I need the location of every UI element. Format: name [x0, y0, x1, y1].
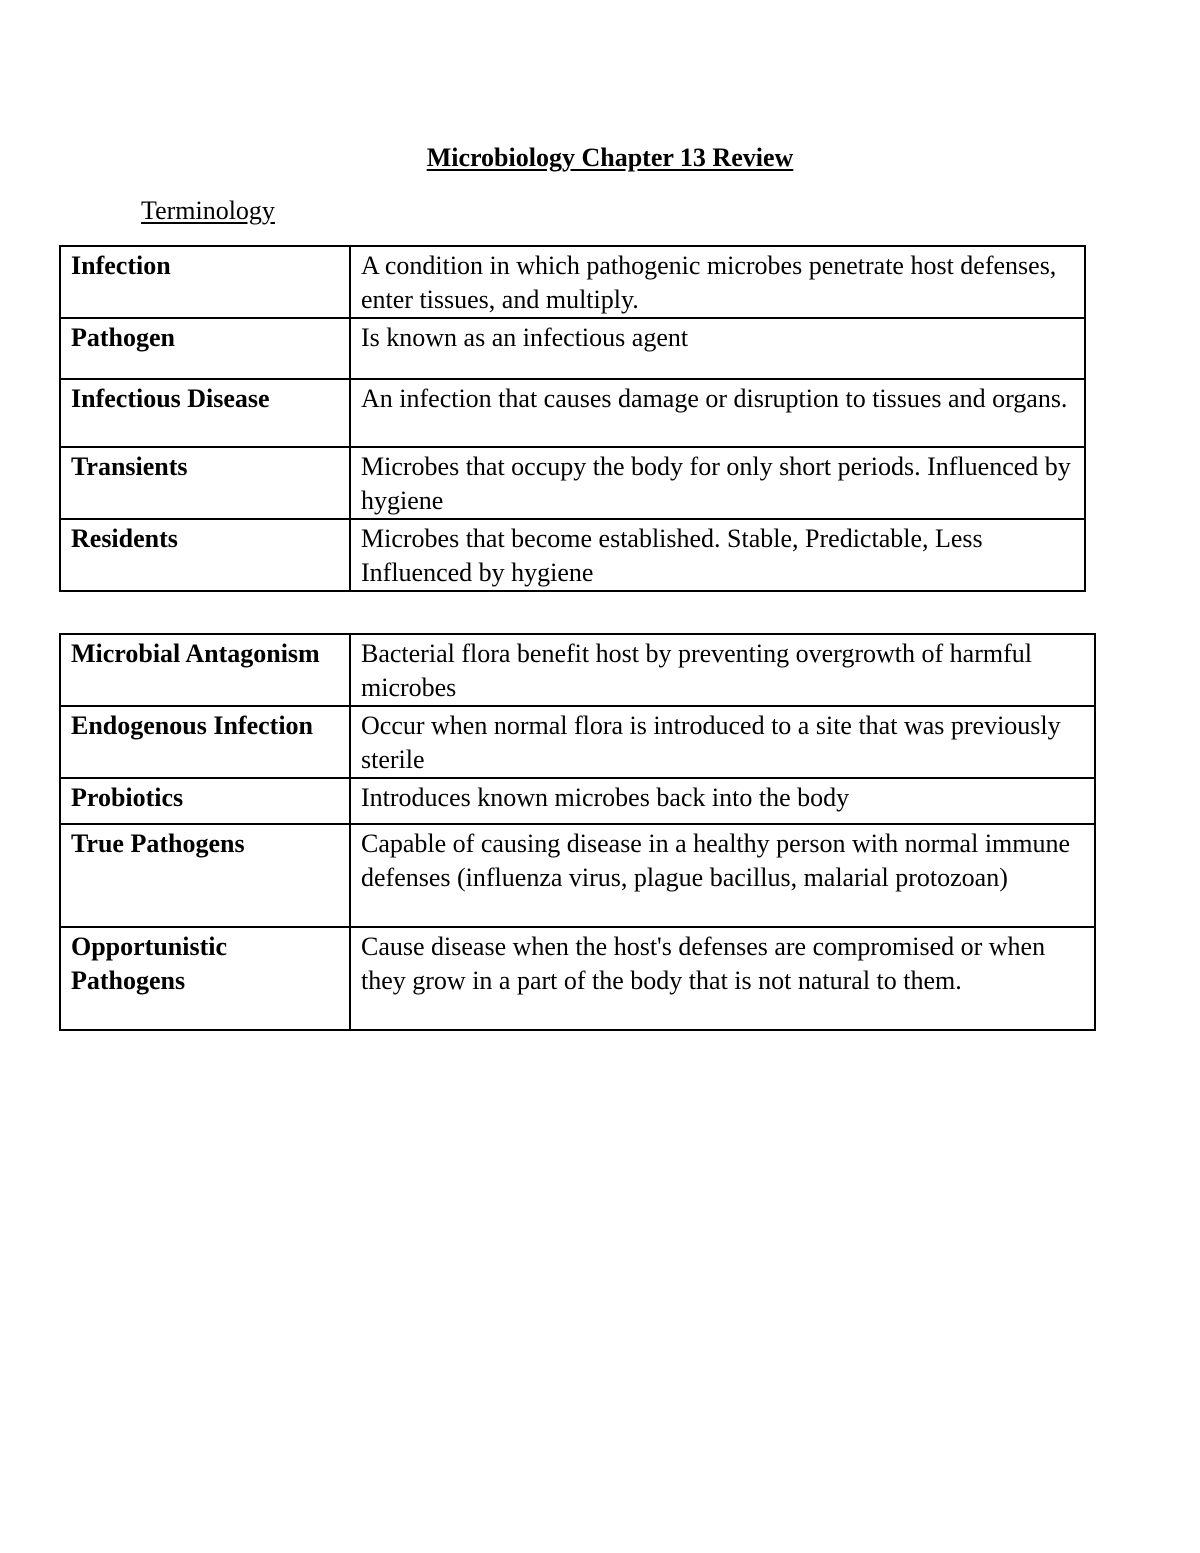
term-cell: Endogenous Infection: [60, 706, 350, 778]
table-row: [60, 379, 1085, 447]
definition-cell: Microbes that become established. Stable, Predictable, Less Influenced by hygiene: [350, 519, 1085, 591]
definition-cell: Cause disease when the host's defenses are compromised or when they grow in a part of the body that is not natural to them.: [350, 927, 1095, 1030]
definition-cell: Bacterial flora benefit host by preventing overgrowth of harmful microbes: [350, 634, 1095, 706]
definition-cell: Occur when normal flora is introduced to a site that was previously sterile: [350, 706, 1095, 778]
definition-cell: Is known as an infectious agent: [350, 318, 1085, 379]
definition-cell: Microbes that occupy the body for only short periods. Influenced by hygiene: [350, 447, 1085, 519]
table-row: [60, 246, 1085, 318]
definition-cell: Capable of causing disease in a healthy person with normal immune defenses (influenza virus, plague bacillus, malarial protozoan): [350, 824, 1095, 927]
term-cell: Opportunistic Pathogens: [60, 927, 350, 1030]
term-cell: Probiotics: [60, 778, 350, 824]
term-cell: Infection: [60, 246, 350, 318]
definition-cell: An infection that causes damage or disruption to tissues and organs.: [350, 379, 1085, 447]
table-row: [60, 778, 1095, 824]
table-row: [60, 519, 1085, 591]
definition-cell: A condition in which pathogenic microbes penetrate host defenses, enter tissues, and multiply.: [350, 246, 1085, 318]
term-cell: Pathogen: [60, 318, 350, 379]
term-cell: Transients: [60, 447, 350, 519]
term-cell: True Pathogens: [60, 824, 350, 927]
terminology-table-1: [59, 245, 1086, 592]
table-row: [60, 927, 1095, 1030]
term-cell: Residents: [60, 519, 350, 591]
table-row: [60, 706, 1095, 778]
term-cell: Infectious Disease: [60, 379, 350, 447]
definition-cell: Introduces known microbes back into the body: [350, 778, 1095, 824]
table-row: [60, 318, 1085, 379]
term-cell: Microbial Antagonism: [60, 634, 350, 706]
section-heading: Terminology: [141, 196, 275, 225]
table-row: [60, 634, 1095, 706]
terminology-table-2: [59, 633, 1096, 1031]
table-row: [60, 447, 1085, 519]
table-row: [60, 824, 1095, 927]
page-title: Microbiology Chapter 13 Review: [426, 143, 794, 172]
